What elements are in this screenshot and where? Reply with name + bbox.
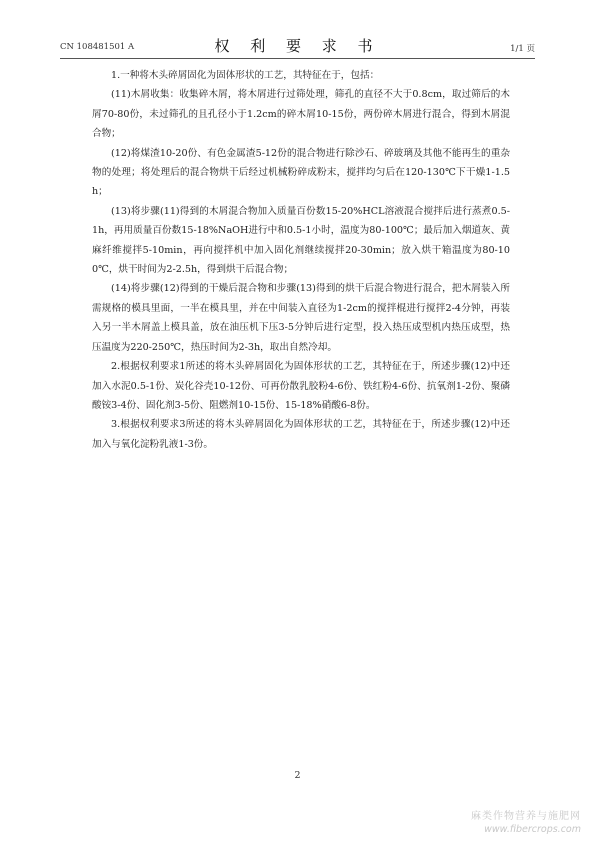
claim-1-step-14: (14)将步骤(12)得到的干燥后混合物和步骤(13)得到的烘干后混合物进行混合，把木屑装入所需规格的模具里面，一半在模具里，并在中间装入直径为1-2cm的搅拌棍进行搅拌2-4分钟，再装入另一半木屑盖上模具盖，放在油压机下压3-5分钟后进行定型，投入热压成型机内热压成型，热压温度为220-250℃，热压时间为2-3h，取出自然冷却。 bbox=[92, 283, 510, 353]
watermark bbox=[471, 810, 581, 836]
claim-1-step-13: (13)将步骤(11)得到的木屑混合物加入质量百份数15-20%HCL溶液混合搅拌后进行蒸煮0.5-1h，再用质量百份数15-18%NaOH进行中和0.5-1小时，温度为80-100℃；最后加入烟道灰、黄麻纤维搅拌5-10min，再向搅拌机中加入固化剂继续搅拌20-30min；放入烘干箱温度为80-100℃，烘干时间为2-2.5h，得到烘干后混合物； bbox=[92, 205, 510, 276]
watermark-url: www.fibercrops.com bbox=[484, 824, 581, 835]
publication-number: CN 108481501 A bbox=[60, 42, 135, 52]
watermark-site-name: 麻类作物营养与施肥网 bbox=[471, 811, 581, 822]
claim-1-intro: 1.一种将木头碎屑固化为固体形状的工艺，其特征在于，包括： bbox=[111, 70, 380, 81]
claim-1-step-11: (11)木屑收集：收集碎木屑，将木屑进行过筛处理，筛孔的直径不大于0.8cm，取过筛后的木屑70-80份，未过筛孔的且孔径小于1.2cm的碎木屑10-15份，两份碎木屑进行混合，得到木屑混合物； bbox=[92, 89, 510, 140]
page-count: 1/1 页 bbox=[510, 44, 535, 54]
claim-3: 3.根据权利要求3所述的将木头碎屑固化为固体形状的工艺，其特征在于，所述步骤(12)中还加入与氧化淀粉乳液1-3份。 bbox=[92, 419, 510, 450]
claim-1-step-12: (12)将煤渣10-20份、有色金属渣5-12份的混合物进行除沙石、碎玻璃及其他不能再生的重杂物的处理；将处理后的混合物烘干后经过机械粉碎成粉末，搅拌均匀后在120-130℃下干燥1-1.5h； bbox=[92, 147, 510, 198]
document-header bbox=[60, 30, 535, 60]
document-title: 权 利 要 求 书 bbox=[214, 37, 381, 55]
page-number: 2 bbox=[294, 770, 301, 781]
claims-body bbox=[92, 66, 510, 454]
header-divider bbox=[60, 58, 535, 59]
claim-2: 2.根据权利要求1所述的将木头碎屑固化为固体形状的工艺，其特征在于，所述步骤(12)中还加入水泥0.5-1份、炭化谷壳10-12份、可再份散乳胶粉4-6份、铁红粉4-6份、抗氧剂1-2份、聚磷酸铵3-4份、固化剂3-5份、阻燃剂10-15份、15-18%硝酸6-8份。 bbox=[92, 361, 510, 411]
